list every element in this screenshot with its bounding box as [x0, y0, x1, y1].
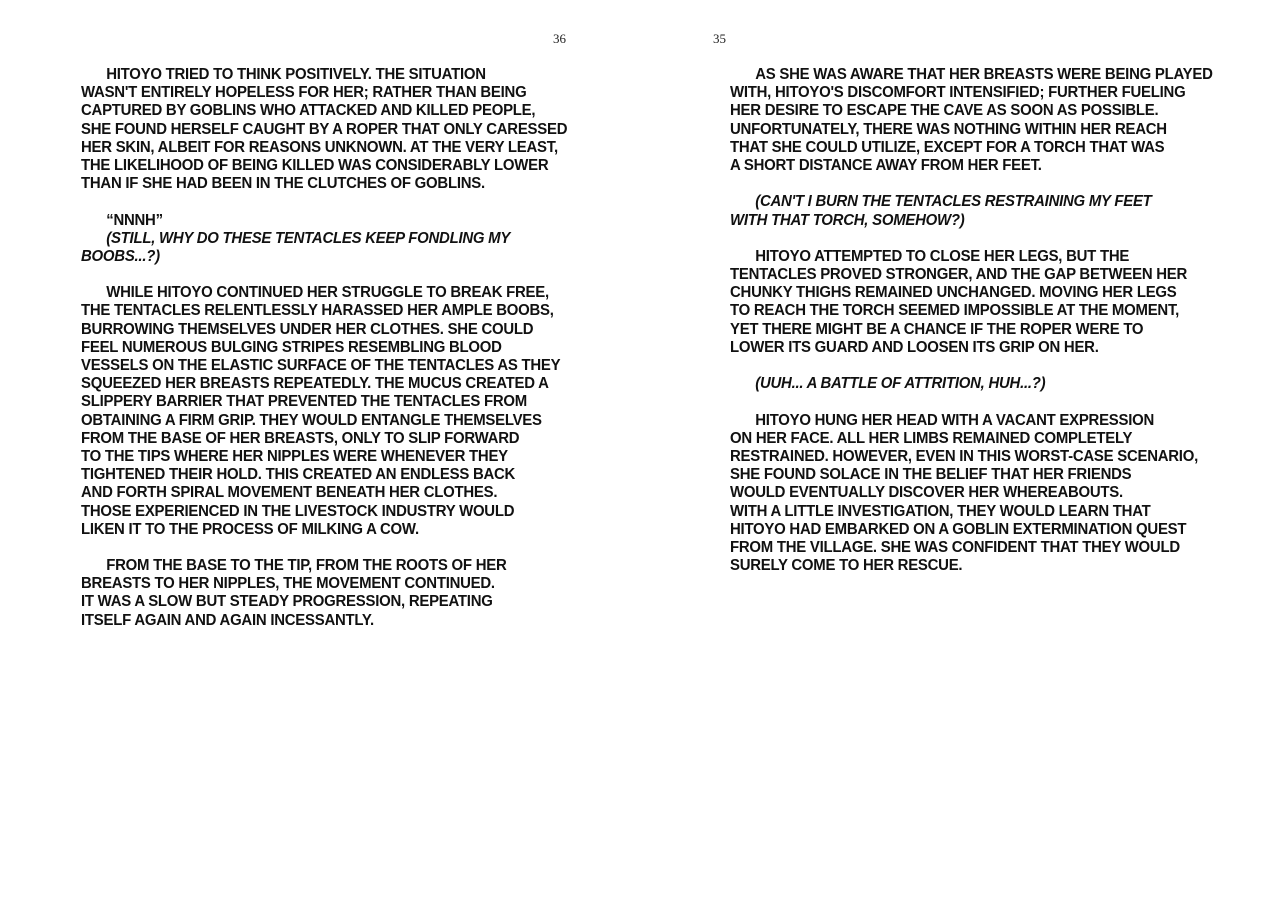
paragraph-gap	[730, 357, 1270, 375]
text-line: WASN'T ENTIRELY HOPELESS FOR HER; RATHER THAN BEING	[81, 84, 527, 102]
text-line: “NNNH”	[106, 211, 163, 229]
text-line: ITSELF AGAIN AND AGAIN INCESSANTLY.	[81, 611, 374, 629]
text-line: WITH THAT TORCH, SOMEHOW?)	[730, 211, 965, 229]
page-number: 36	[553, 31, 566, 46]
text-line: YET THERE MIGHT BE A CHANCE IF THE ROPER WERE TO	[730, 320, 1144, 338]
text-line: THE TENTACLES RELENTLESSLY HARASSED HER AMPLE BOOBS,	[81, 302, 554, 320]
text-line: ON HER FACE. ALL HER LIMBS REMAINED COMPLETELY	[730, 429, 1133, 447]
paragraph-gap	[730, 393, 1270, 411]
text-line: AND FORTH SPIRAL MOVEMENT BENEATH HER CLOTHES.	[81, 484, 498, 502]
text-line: WOULD EVENTUALLY DISCOVER HER WHEREABOUTS.	[730, 484, 1123, 502]
paragraph	[730, 248, 1270, 357]
text-line: A SHORT DISTANCE AWAY FROM HER FEET.	[730, 156, 1042, 174]
text-line: BOOBS...?)	[81, 247, 160, 265]
text-line: VESSELS ON THE ELASTIC SURFACE OF THE TENTACLES AS THEY	[81, 357, 561, 374]
paragraph-gap	[730, 230, 1270, 248]
text-line: SHE FOUND SOLACE IN THE BELIEF THAT HER FRIENDS	[730, 466, 1132, 484]
text-line: LOWER ITS GUARD AND LOOSEN ITS GRIP ON HER.	[730, 338, 1099, 356]
inner-thought-paragraph	[730, 375, 1270, 393]
paragraph	[81, 284, 621, 539]
text-line: RESTRAINED. HOWEVER, EVEN IN THIS WORST-CASE SCENARIO,	[730, 447, 1198, 465]
paragraph	[81, 212, 621, 230]
text-line: HITOYO HUNG HER HEAD WITH A VACANT EXPRESSION	[755, 411, 1155, 429]
text-line: UNFORTUNATELY, THERE WAS NOTHING WITHIN HER REACH	[730, 120, 1167, 138]
text-line: TO THE TIPS WHERE HER NIPPLES WERE WHENEVER THEY	[81, 447, 508, 465]
text-line: THOSE EXPERIENCED IN THE LIVESTOCK INDUSTRY WOULD	[81, 502, 515, 520]
text-line: CHUNKY THIGHS REMAINED UNCHANGED. MOVING HER LEGS	[730, 284, 1177, 302]
text-line: BURROWING THEMSELVES UNDER HER CLOTHES. SHE COULD	[81, 320, 534, 338]
right-page	[640, 0, 1280, 905]
paragraph-gap	[81, 539, 621, 557]
text-line: BREASTS TO HER NIPPLES, THE MOVEMENT CONTINUED.	[81, 575, 495, 593]
text-line: IT WAS A SLOW BUT STEADY PROGRESSION, REPEATING	[81, 593, 493, 611]
text-line: TENTACLES PROVED STRONGER, AND THE GAP BETWEEN HER	[730, 266, 1188, 284]
paragraph-gap	[730, 175, 1270, 193]
text-line: SURELY COME TO HER RESCUE.	[730, 557, 963, 575]
text-line: CAPTURED BY GOBLINS WHO ATTACKED AND KILLED PEOPLE,	[81, 102, 536, 120]
text-line: FEEL NUMEROUS BULGING STRIPES RESEMBLING BLOOD	[81, 338, 502, 356]
text-line: (UUH... A BATTLE OF ATTRITION, HUH...?)	[755, 375, 1046, 393]
text-line: WITH, HITOYO'S DISCOMFORT INTENSIFIED; FURTHER FUELING	[730, 84, 1186, 102]
text-line: TIGHTENED THEIR HOLD. THIS CREATED AN ENDLESS BACK	[81, 466, 516, 484]
text-line: OBTAINING A FIRM GRIP. THEY WOULD ENTANGLE THEMSELVES	[81, 411, 542, 429]
text-line: SHE FOUND HERSELF CAUGHT BY A ROPER THAT ONLY CARESSED	[81, 120, 568, 138]
text-line: HITOYO HAD EMBARKED ON A GOBLIN EXTERMINATION QUEST	[730, 520, 1187, 538]
paragraph-gap	[81, 193, 621, 211]
paragraph-gap	[81, 266, 621, 284]
page-number: 35	[713, 31, 726, 46]
paragraph	[81, 66, 621, 193]
text-line: HITOYO ATTEMPTED TO CLOSE HER LEGS, BUT THE	[755, 247, 1130, 265]
text-line: SLIPPERY BARRIER THAT PREVENTED THE TENTACLES FROM	[81, 393, 528, 411]
text-line: AS SHE WAS AWARE THAT HER BREASTS WERE BEING PLAYED	[755, 66, 1213, 83]
page-body-text	[730, 66, 1270, 575]
text-line: WHILE HITOYO CONTINUED HER STRUGGLE TO BREAK FREE,	[106, 284, 549, 302]
text-line: WITH A LITTLE INVESTIGATION, THEY WOULD LEARN THAT	[730, 502, 1151, 520]
text-line: HITOYO TRIED TO THINK POSITIVELY. THE SITUATION	[106, 66, 486, 83]
page-body-text	[81, 66, 621, 630]
text-line: FROM THE BASE OF HER BREASTS, ONLY TO SLIP FORWARD	[81, 429, 520, 447]
text-line: LIKEN IT TO THE PROCESS OF MILKING A COW.	[81, 520, 419, 538]
text-line: HER DESIRE TO ESCAPE THE CAVE AS SOON AS POSSIBLE.	[730, 102, 1159, 120]
text-line: (STILL, WHY DO THESE TENTACLES KEEP FONDLING MY	[106, 229, 511, 247]
inner-thought-paragraph	[730, 193, 1270, 229]
text-line: THAN IF SHE HAD BEEN IN THE CLUTCHES OF GOBLINS.	[81, 175, 485, 193]
text-line: THAT SHE COULD UTILIZE, EXCEPT FOR A TORCH THAT WAS	[730, 138, 1165, 156]
paragraph	[730, 412, 1270, 576]
text-line: HER SKIN, ALBEIT FOR REASONS UNKNOWN. AT THE VERY LEAST,	[81, 138, 558, 156]
paragraph	[730, 66, 1270, 175]
text-line: (CAN'T I BURN THE TENTACLES RESTRAINING MY FEET	[755, 193, 1152, 211]
text-line: FROM THE VILLAGE. SHE WAS CONFIDENT THAT THEY WOULD	[730, 538, 1180, 556]
text-line: THE LIKELIHOOD OF BEING KILLED WAS CONSIDERABLY LOWER	[81, 156, 549, 174]
paragraph	[81, 557, 621, 630]
text-line: TO REACH THE TORCH SEEMED IMPOSSIBLE AT THE MOMENT,	[730, 302, 1180, 320]
text-line: FROM THE BASE TO THE TIP, FROM THE ROOTS OF HER	[106, 557, 507, 575]
inner-thought-paragraph	[81, 230, 621, 266]
text-line: SQUEEZED HER BREASTS REPEATEDLY. THE MUCUS CREATED A	[81, 375, 549, 393]
